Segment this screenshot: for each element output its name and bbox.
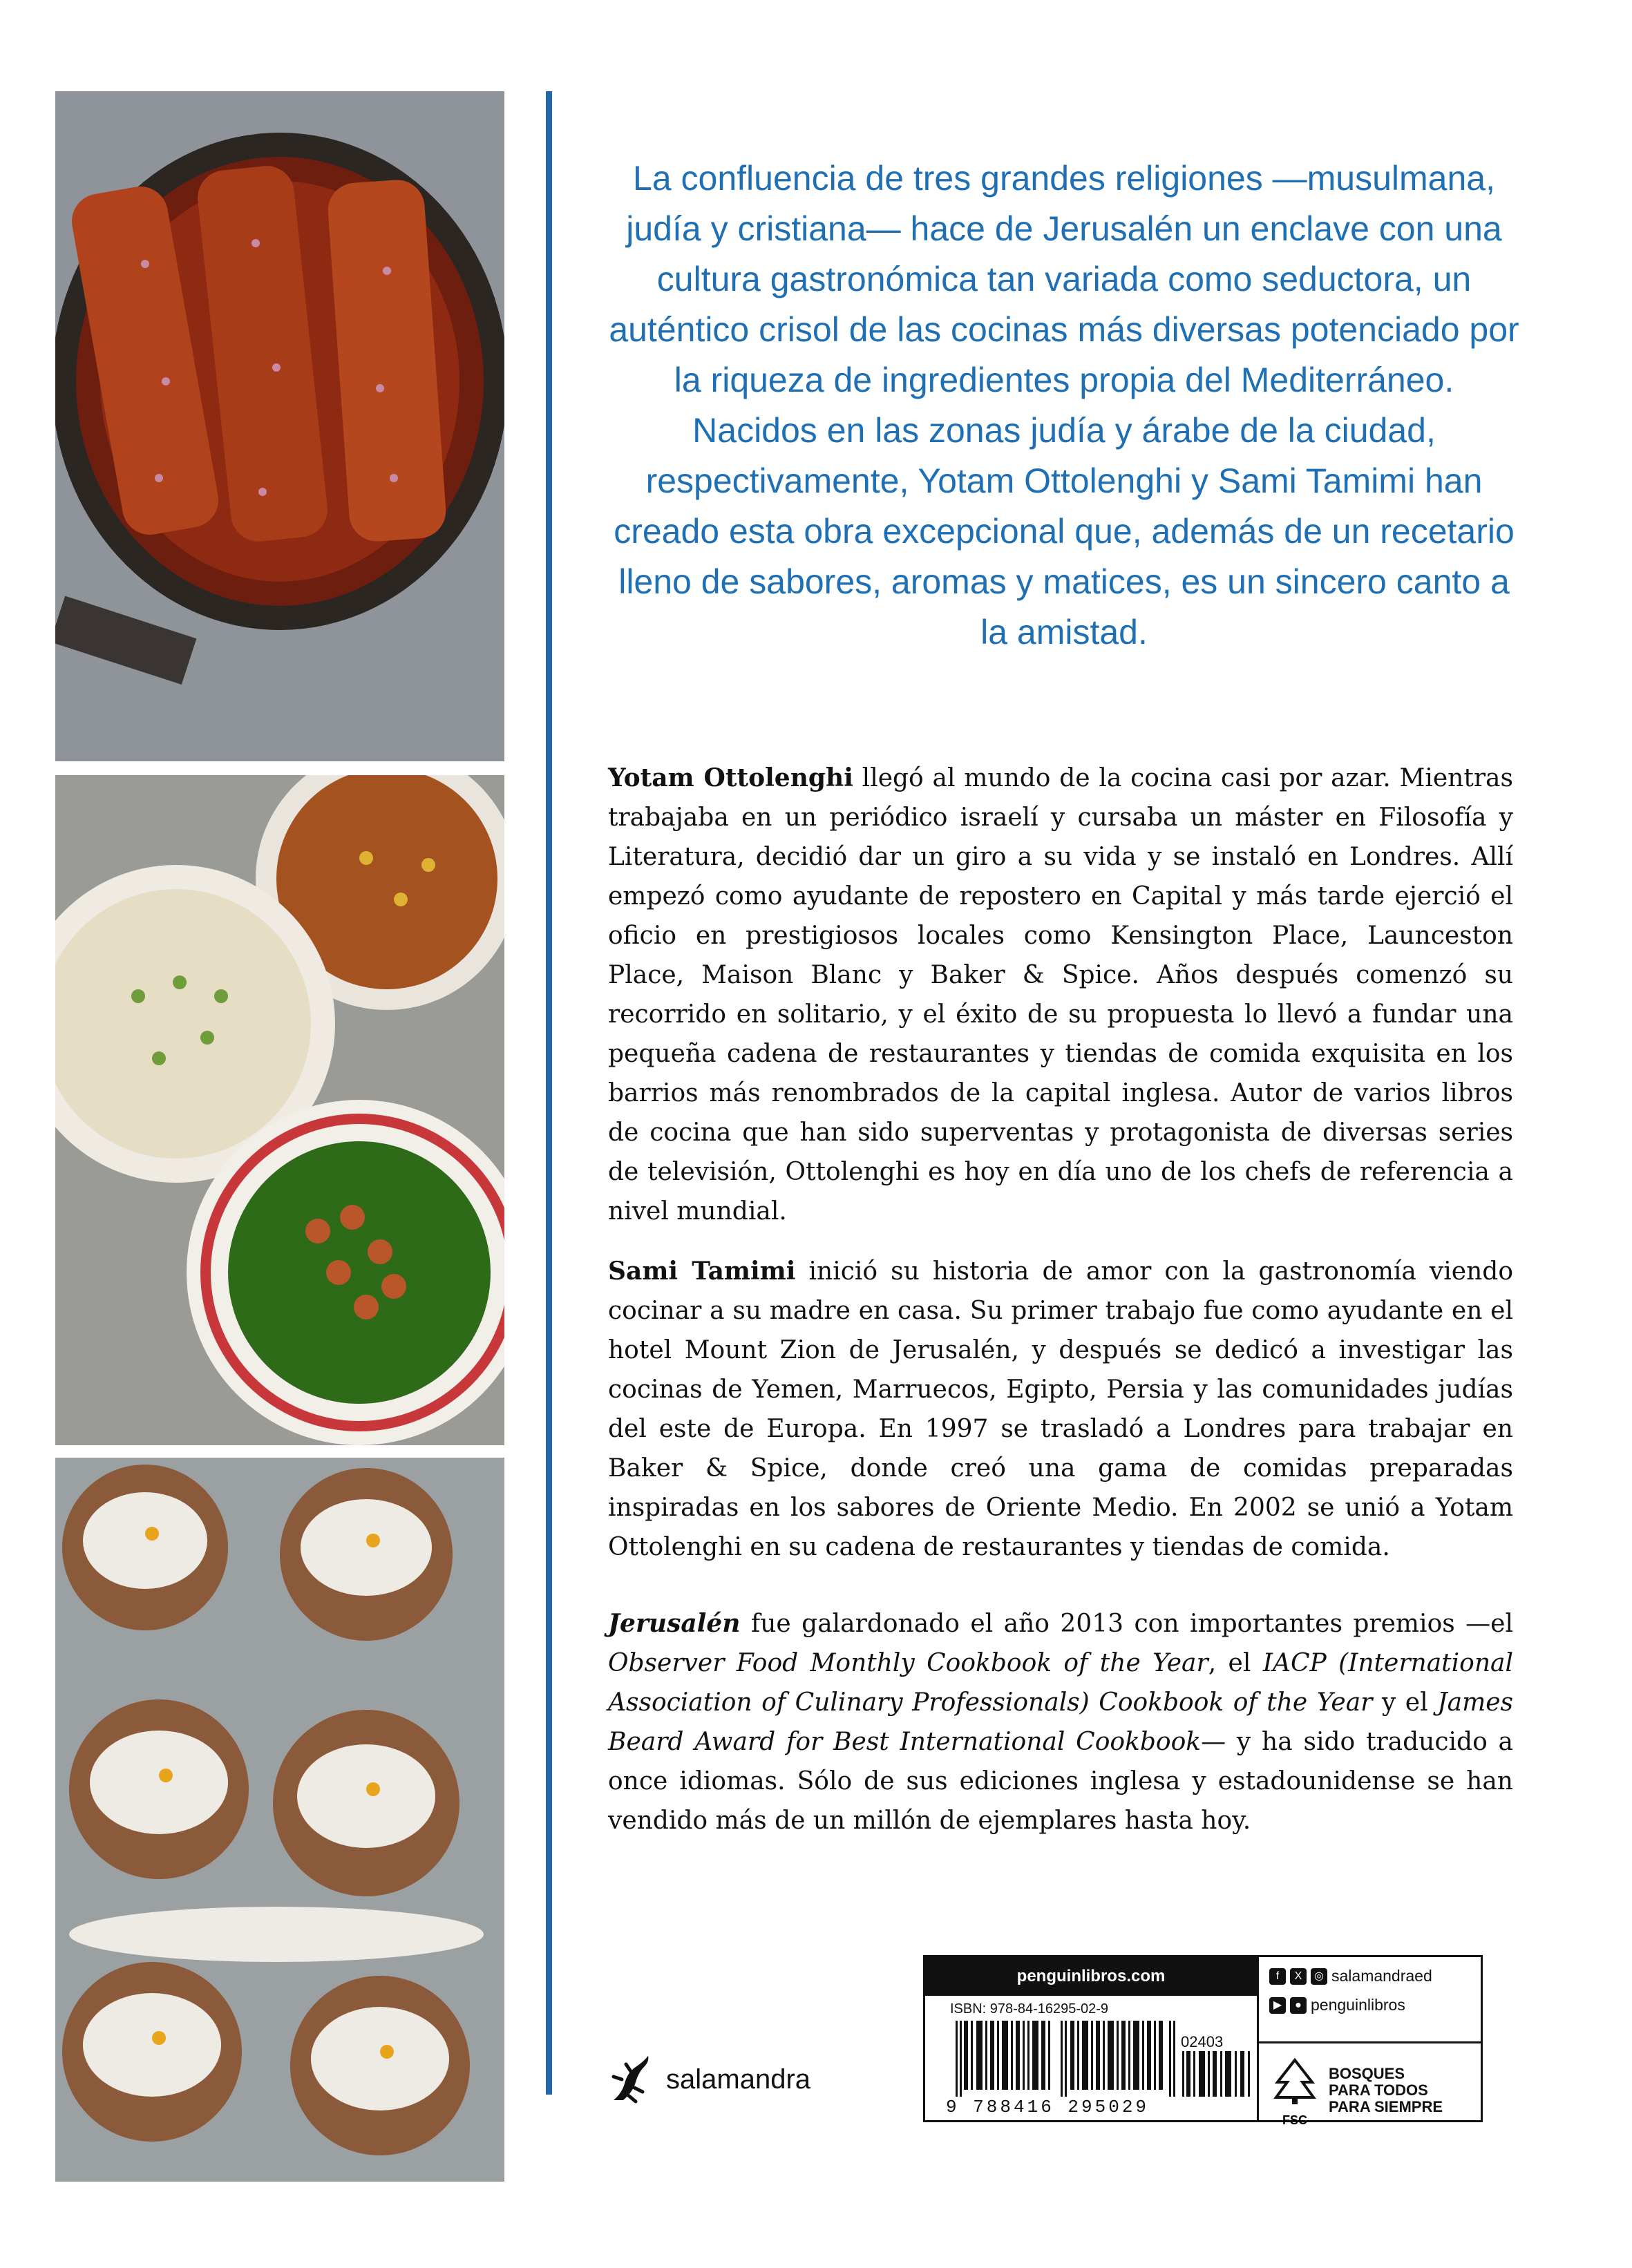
author-name-tamimi: Sami Tamimi (608, 1257, 796, 1286)
x-icon: X (1290, 1968, 1307, 1985)
photo-soup-bowls (55, 775, 504, 1445)
price-barcode-icon (1182, 2051, 1251, 2097)
social-row-2 (1269, 1996, 1405, 2014)
fsc-label: FSC (1282, 2113, 1307, 2127)
social-handle-2: penguinlibros (1311, 1996, 1405, 2014)
awards-text-2: , el (1208, 1649, 1263, 1677)
isbn-digits: 9 788416 295029 (946, 2097, 1150, 2117)
fsc-line-1: BOSQUES (1329, 2064, 1405, 2082)
photo-fish-in-pan (55, 91, 504, 761)
publisher-logo (608, 2052, 871, 2107)
awards-text-1: fue galardonado el año 2013 con importantes premios —el (740, 1610, 1513, 1638)
social-row-1 (1269, 1967, 1432, 1985)
isbn-label: ISBN: 978-84-16295-02-9 (950, 2001, 1109, 2017)
panel-divider (1257, 1957, 1259, 2120)
author-name-ottolenghi: Yotam Ottolenghi (608, 763, 853, 792)
facebook-icon: f (1269, 1968, 1286, 1985)
photo-glazed-cookies (55, 1458, 504, 2182)
award-1: Observer Food Monthly Cookbook of the Year (608, 1649, 1208, 1677)
blurb-text: La confluencia de tres grandes religiones —musulmana, judía y cristiana— hace de Jerusalén un enclave con una cultura gastronómica tan variada como seductora, un auténtico crisol de las cocinas más diversas potenciado por la riqueza de ingredientes propia del Mediterráneo. Nacidos en las zonas judía y árabe de la ciudad, respectivamente, Yotam Ottolenghi y Sami Tamimi han creado esta obra excepcional que, además de un recetario lleno de sabores, aromas y matices, es un sincero canto a la amistad. (609, 159, 1519, 651)
fsc-block (1271, 2052, 1443, 2128)
bio-tamimi-text: inició su historia de amor con la gastronomía viendo cocinar a su madre en casa. Su primer trabajo fue como ayudante en el hotel Mount Zion de Jerusalén, y después se dedicó a investigar las cocinas de Yemen, Marruecos, Egipto, Persia y las comunidades judías del este de Europa. En 1997 se trasladó a Londres para trabajar en Baker & Spice, donde creó una gama de comidas preparadas inspiradas en los sabores de Oriente Medio. En 2002 se unió a Yotam Ottolenghi en su cadena de restaurantes y tiendas de comida. (608, 1257, 1513, 1561)
book-title: Jerusalén (608, 1609, 741, 1638)
fsc-slogan (1329, 2066, 1443, 2115)
publisher-name: salamandra (666, 2064, 811, 2095)
social-handle-1: salamandraed (1331, 1967, 1432, 1985)
award-3: James Beard Award for Best International Cookbook (608, 1688, 1513, 1756)
fsc-tree-icon (1271, 2052, 1319, 2110)
awards-paragraph (608, 1604, 1513, 1840)
website: penguinlibros.com (925, 1957, 1257, 1996)
bio-ottolenghi (608, 759, 1513, 1231)
instagram-icon: ◎ (1311, 1968, 1327, 1985)
vertical-divider (546, 91, 552, 2095)
awards-text-4: — y ha sido traducido a once idiomas. Sólo de sus ediciones inglesa y estadounidense se han vendido más de un millón de ejemplares hasta hoy. (608, 1728, 1514, 1835)
bio-ottolenghi-text: llegó al mundo de la cocina casi por azar. Mientras trabajaba en un periódico israelí y cursaba un máster en Filosofía y Literatura, decidió dar un giro a su vida y se instaló en Londres. Allí empezó como ayudante de repostero en Capital y más tarde ejerció el oficio en prestigiosos locales como Kensington Place, Launceston Place, Maison Blanc y Baker & Spice. Años después comenzó su recorrido en solitario, y el éxito de su propuesta lo llevó a fundar una pequeña cadena de restaurantes y tiendas de comida exquisita en los barrios más renombrados de la capital inglesa. Autor de varios libros de cocina que han sido superventas y protagonista de diversas series de televisión, Ottolenghi es hoy en día uno de los chefs de referencia a nivel mundial. (608, 764, 1513, 1226)
barcode-panel (923, 1955, 1483, 2127)
youtube-icon: ▶ (1269, 1997, 1286, 2014)
fsc-line-2: PARA TODOS (1329, 2081, 1428, 2099)
salamander-icon (608, 2052, 656, 2107)
bio-tamimi (608, 1252, 1513, 1567)
fsc-line-3: PARA SIEMPRE (1329, 2097, 1443, 2115)
price-code: 02403 (1181, 2033, 1224, 2050)
barcode-icon (956, 2021, 1175, 2097)
panel-divider-horizontal (1259, 2041, 1483, 2043)
podcast-icon: ● (1290, 1997, 1307, 2014)
awards-text-3: y el (1372, 1688, 1438, 1717)
award-2: IACP (International Association of Culinary Professionals) Cookbook of the Year (608, 1649, 1514, 1717)
